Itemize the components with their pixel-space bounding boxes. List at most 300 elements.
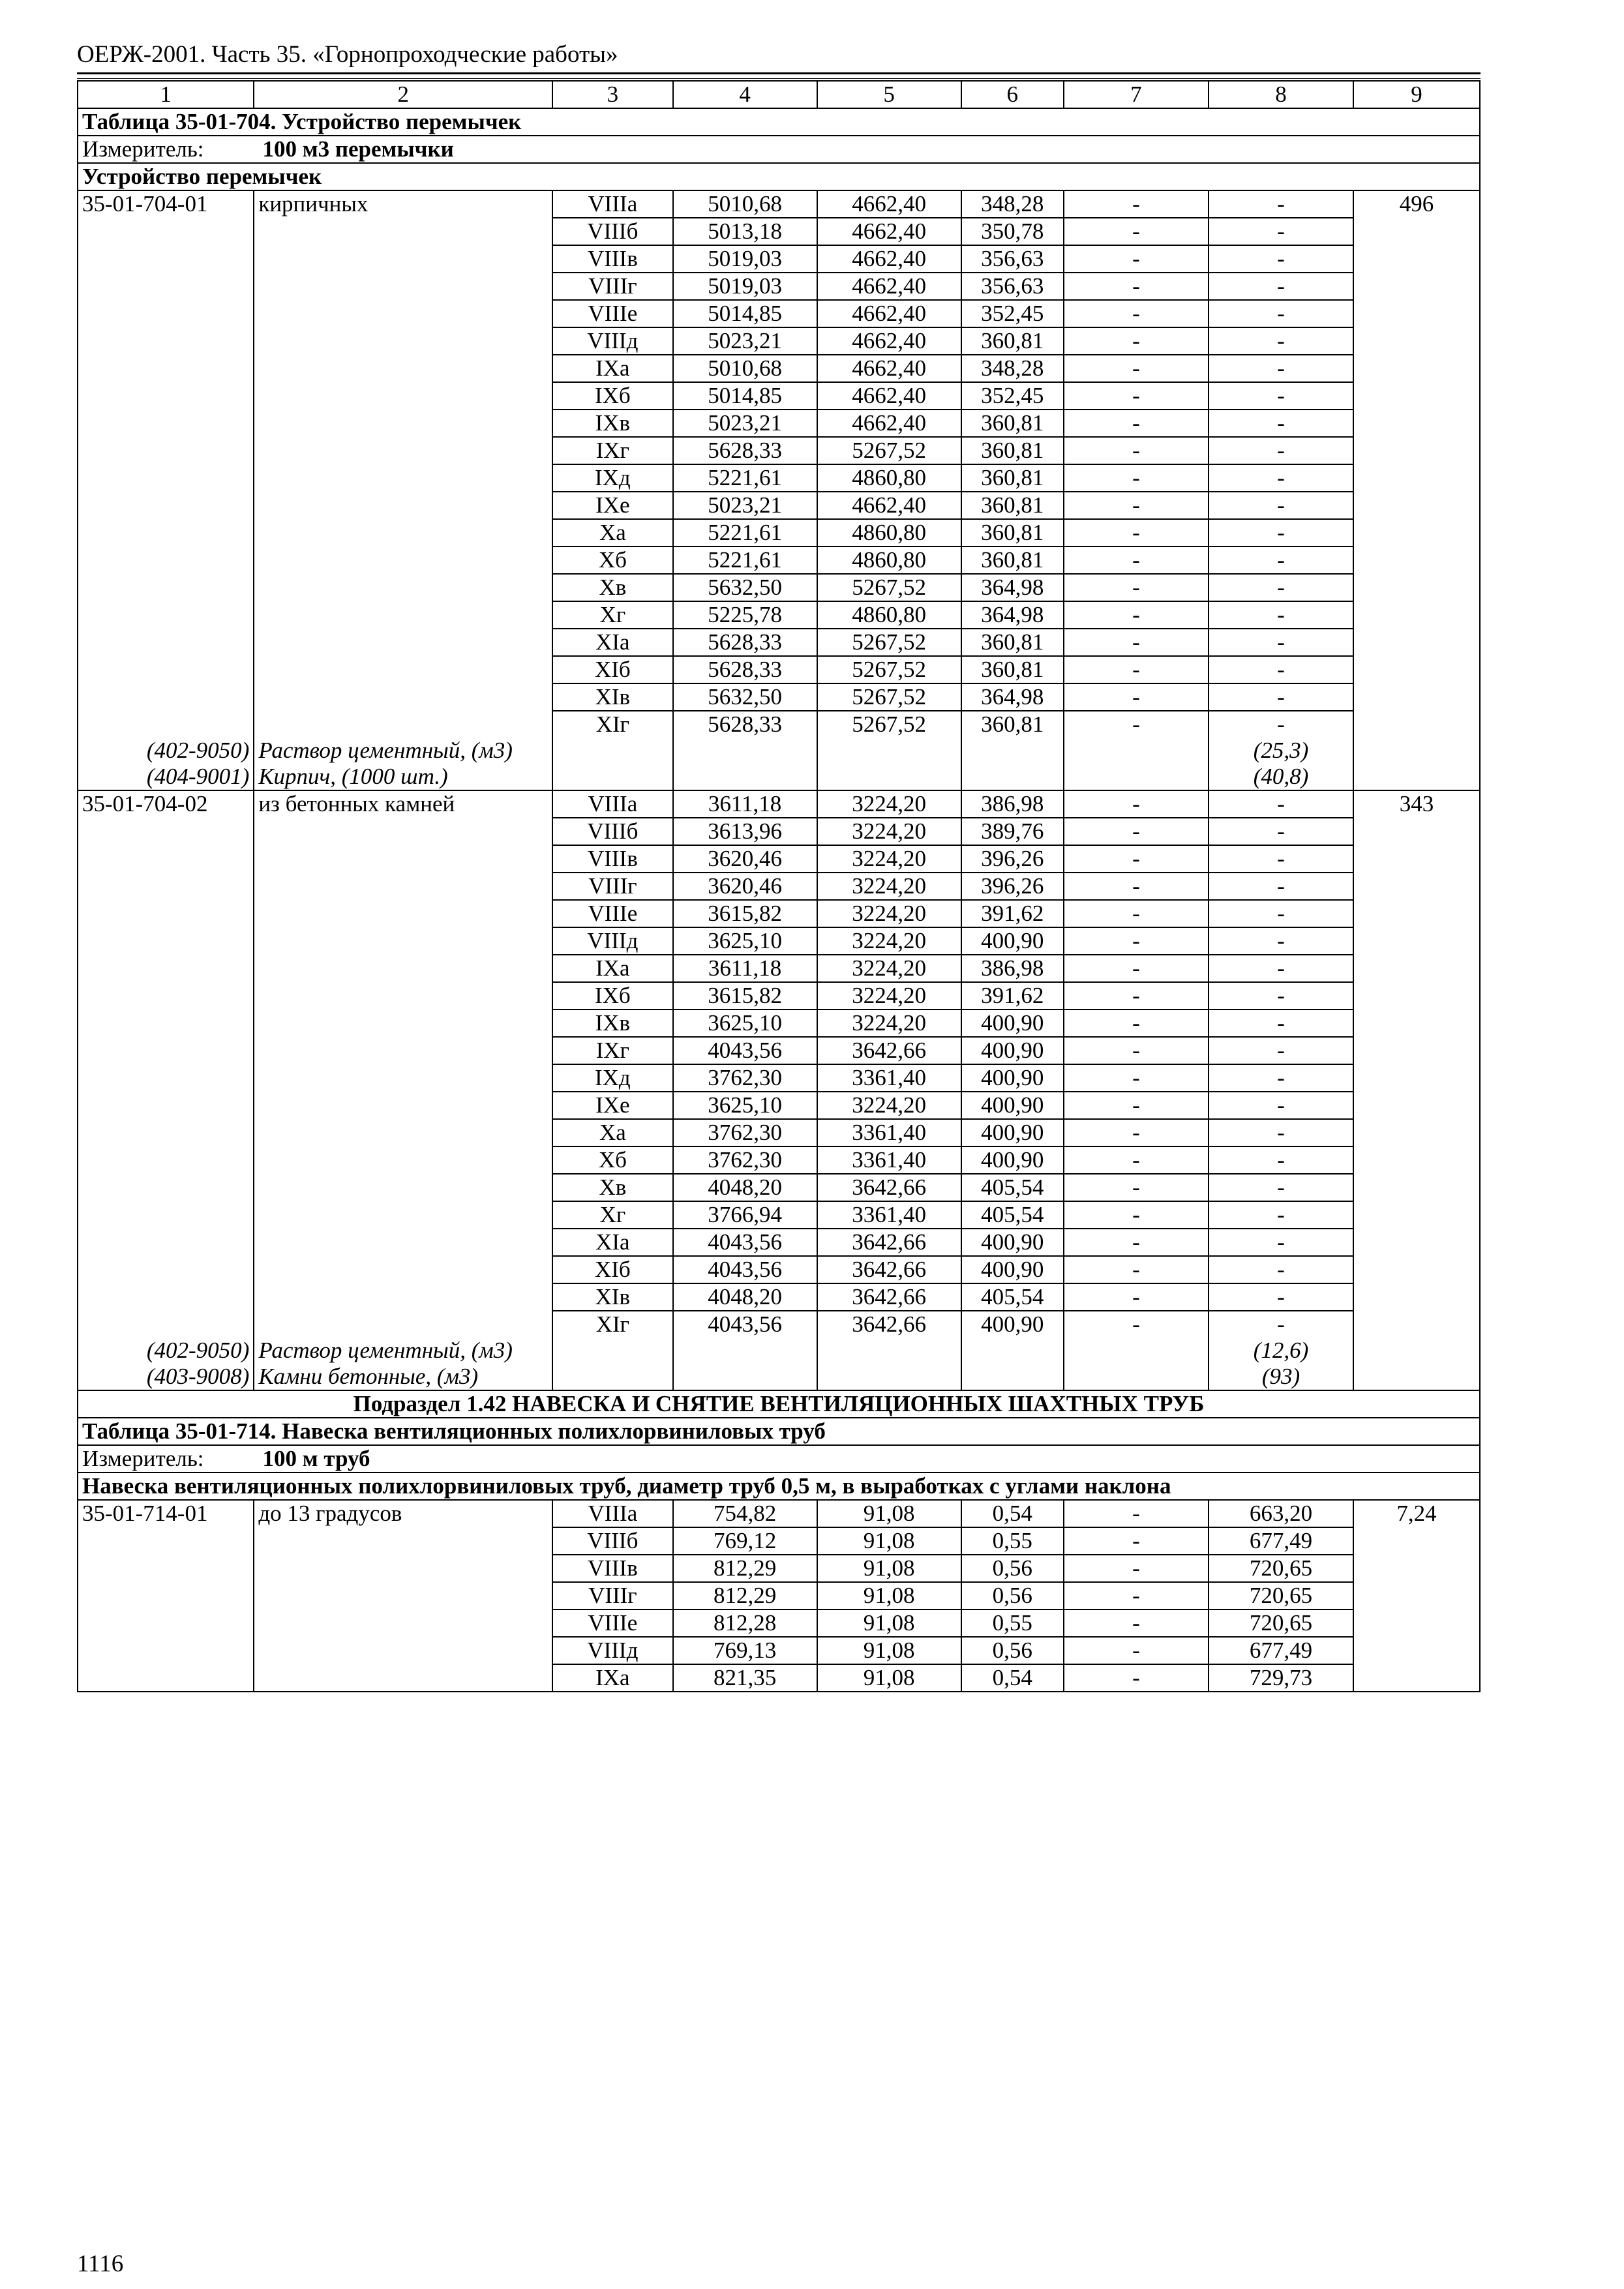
rock-category: IXб <box>552 382 672 410</box>
value-cell: 4662,40 <box>817 492 961 519</box>
resource-row <box>78 1338 1480 1364</box>
table-cell <box>78 382 254 410</box>
table-cell <box>78 601 254 629</box>
value-cell: 4043,56 <box>673 1229 817 1256</box>
table-cell <box>1353 927 1480 955</box>
value-cell: 400,90 <box>961 1256 1064 1283</box>
table-cell <box>254 601 552 629</box>
value-cell: 391,62 <box>961 900 1064 927</box>
value-cell: 663,20 <box>1209 1500 1353 1527</box>
column-number: 4 <box>673 81 817 108</box>
column-number: 2 <box>254 81 552 108</box>
value-cell: 3625,10 <box>673 927 817 955</box>
value-cell: 3224,20 <box>817 982 961 1010</box>
value-cell: 400,90 <box>961 1311 1064 1338</box>
table-cell <box>1353 1037 1480 1064</box>
table-cell <box>254 955 552 982</box>
value-cell: - <box>1209 601 1353 629</box>
table-cell <box>254 1119 552 1146</box>
value-cell: 769,12 <box>673 1527 817 1555</box>
document-header: ОЕРЖ-2001. Часть 35. «Горнопроходческие работы» <box>77 41 618 68</box>
value-cell: 720,65 <box>1209 1582 1353 1609</box>
rock-category: IXа <box>552 1664 672 1692</box>
table-cell <box>254 711 552 738</box>
value-cell: 360,81 <box>961 546 1064 574</box>
value-cell: 3642,66 <box>817 1037 961 1064</box>
value-cell: 4860,80 <box>817 601 961 629</box>
rate-row <box>78 1119 1480 1146</box>
table-cell <box>1353 355 1480 382</box>
table-cell <box>254 1146 552 1174</box>
empty-cell <box>552 1364 672 1390</box>
column-number: 9 <box>1353 81 1480 108</box>
table-cell <box>1353 1119 1480 1146</box>
rock-category: VIIIг <box>552 1582 672 1609</box>
value-cell: - <box>1209 464 1353 492</box>
value-cell: 364,98 <box>961 683 1064 711</box>
column-number: 3 <box>552 81 672 108</box>
table-cell <box>254 1637 552 1664</box>
value-cell: 386,98 <box>961 790 1064 818</box>
value-cell: 4662,40 <box>817 355 961 382</box>
empty-cell <box>552 1338 672 1364</box>
group-heading: Навеска вентиляционных полихлорвиниловых труб, диаметр труб 0,5 м, в выработках с углами наклона <box>78 1473 1480 1500</box>
value-cell: - <box>1064 218 1209 245</box>
table-cell <box>1353 1609 1480 1637</box>
table-cell <box>78 1146 254 1174</box>
table-cell <box>254 873 552 900</box>
rate-row <box>78 327 1480 355</box>
value-cell: 5628,33 <box>673 711 817 738</box>
value-cell: - <box>1064 410 1209 437</box>
table-cell <box>1353 519 1480 546</box>
value-cell: 360,81 <box>961 492 1064 519</box>
rock-category: XIг <box>552 711 672 738</box>
rock-category: XIа <box>552 629 672 656</box>
measure-label: Измеритель: <box>82 1446 204 1471</box>
value-cell: 352,45 <box>961 300 1064 327</box>
value-cell: - <box>1064 437 1209 464</box>
value-cell: 769,13 <box>673 1637 817 1664</box>
rock-category: Xв <box>552 574 672 601</box>
value-cell: 5267,52 <box>817 437 961 464</box>
table-cell <box>254 574 552 601</box>
rate-row <box>78 845 1480 873</box>
table-cell <box>1353 327 1480 355</box>
rock-category: IXв <box>552 410 672 437</box>
value-cell: - <box>1064 1500 1209 1527</box>
value-cell: - <box>1209 382 1353 410</box>
rock-category: VIIIв <box>552 1555 672 1582</box>
rock-category: VIIIб <box>552 818 672 845</box>
table-cell <box>78 1092 254 1119</box>
rock-category: IXг <box>552 1037 672 1064</box>
value-cell: 360,81 <box>961 437 1064 464</box>
value-cell: 5019,03 <box>673 273 817 300</box>
value-cell: 5628,33 <box>673 629 817 656</box>
empty-cell <box>817 1364 961 1390</box>
value-cell: - <box>1064 711 1209 738</box>
value-cell: - <box>1064 546 1209 574</box>
resource-qty: (12,6) <box>1209 1338 1353 1364</box>
rock-category: XIб <box>552 1256 672 1283</box>
value-cell: - <box>1064 519 1209 546</box>
value-cell: - <box>1209 900 1353 927</box>
table-cell <box>254 382 552 410</box>
value-cell: - <box>1209 519 1353 546</box>
table-cell <box>1353 1010 1480 1037</box>
value-cell: - <box>1209 190 1353 218</box>
value-cell: 4662,40 <box>817 218 961 245</box>
rate-row <box>78 711 1480 738</box>
rate-row <box>78 873 1480 900</box>
value-cell: - <box>1064 927 1209 955</box>
table-cell <box>254 1201 552 1229</box>
header-rule-thin <box>77 78 1481 79</box>
table-cell <box>1353 1283 1480 1311</box>
table-cell <box>78 1119 254 1146</box>
value-cell: 405,54 <box>961 1174 1064 1201</box>
table-cell <box>78 327 254 355</box>
table-cell <box>1353 1664 1480 1692</box>
value-cell: 91,08 <box>817 1609 961 1637</box>
value-cell: 360,81 <box>961 519 1064 546</box>
value-cell: 677,49 <box>1209 1527 1353 1555</box>
value-cell: 91,08 <box>817 1500 961 1527</box>
value-cell: 91,08 <box>817 1527 961 1555</box>
table-cell <box>254 1527 552 1555</box>
value-cell: 5013,18 <box>673 218 817 245</box>
table-cell <box>254 355 552 382</box>
rate-row <box>78 900 1480 927</box>
value-cell: 386,98 <box>961 955 1064 982</box>
group-heading: Устройство перемычек <box>78 163 1480 190</box>
rock-category: VIIIд <box>552 1637 672 1664</box>
table-cell <box>254 1037 552 1064</box>
value-cell: - <box>1064 601 1209 629</box>
value-cell: 5225,78 <box>673 601 817 629</box>
rock-category: Xб <box>552 1146 672 1174</box>
rate-row <box>78 245 1480 273</box>
value-cell: 360,81 <box>961 711 1064 738</box>
table-cell <box>254 437 552 464</box>
value-cell: 4662,40 <box>817 327 961 355</box>
value-cell: 3224,20 <box>817 1092 961 1119</box>
rates-table <box>77 80 1481 1692</box>
value-cell: 3766,94 <box>673 1201 817 1229</box>
empty-cell <box>1064 738 1209 764</box>
value-cell: 360,81 <box>961 656 1064 683</box>
value-cell: 389,76 <box>961 818 1064 845</box>
rate-row <box>78 546 1480 574</box>
value-cell: - <box>1064 982 1209 1010</box>
rate-code: 35-01-714-01 <box>78 1500 254 1527</box>
value-cell: 3642,66 <box>817 1229 961 1256</box>
measure-cell <box>78 136 1480 163</box>
table-cell <box>78 927 254 955</box>
table-cell <box>254 1311 552 1338</box>
table-cell <box>78 1201 254 1229</box>
page-number: 1116 <box>77 2251 124 2277</box>
value-cell: 5628,33 <box>673 656 817 683</box>
rock-category: VIIIе <box>552 300 672 327</box>
rate-name: кирпичных <box>254 190 552 218</box>
value-cell: - <box>1064 845 1209 873</box>
value-cell: - <box>1209 327 1353 355</box>
resource-code: (404-9001) <box>78 764 254 790</box>
table-cell <box>1353 300 1480 327</box>
group-heading-row <box>78 163 1480 190</box>
table-cell <box>78 1582 254 1609</box>
value-cell: - <box>1209 410 1353 437</box>
value-cell: 360,81 <box>961 629 1064 656</box>
value-cell: 5014,85 <box>673 382 817 410</box>
resource-name: Раствор цементный, (м3) <box>254 738 552 764</box>
value-cell: 0,55 <box>961 1609 1064 1637</box>
rate-row <box>78 574 1480 601</box>
table-cell <box>254 410 552 437</box>
value-cell: 3224,20 <box>817 900 961 927</box>
resource-qty: (93) <box>1209 1364 1353 1390</box>
value-cell: 4662,40 <box>817 245 961 273</box>
rock-category: VIIIа <box>552 190 672 218</box>
rate-code: 35-01-704-02 <box>78 790 254 818</box>
value-cell: 4860,80 <box>817 519 961 546</box>
table-cell <box>254 1092 552 1119</box>
value-cell: - <box>1064 1555 1209 1582</box>
value-cell: - <box>1064 1119 1209 1146</box>
table-cell <box>254 1174 552 1201</box>
column-number: 7 <box>1064 81 1209 108</box>
table-cell <box>1353 437 1480 464</box>
value-cell: 350,78 <box>961 218 1064 245</box>
rock-category: VIIIб <box>552 218 672 245</box>
table-cell <box>1353 574 1480 601</box>
rate-row <box>78 464 1480 492</box>
table-cell <box>78 711 254 738</box>
value-cell: - <box>1064 873 1209 900</box>
value-cell: 391,62 <box>961 982 1064 1010</box>
rock-category: VIIIв <box>552 245 672 273</box>
value-cell: 3625,10 <box>673 1010 817 1037</box>
value-cell: 360,81 <box>961 327 1064 355</box>
rock-category: VIIIд <box>552 927 672 955</box>
measure-value: 100 м3 перемычки <box>262 136 454 162</box>
rock-category: VIIIг <box>552 273 672 300</box>
empty-cell <box>961 1338 1064 1364</box>
rock-category: XIв <box>552 1283 672 1311</box>
rock-category: Xв <box>552 1174 672 1201</box>
table-cell <box>254 1064 552 1092</box>
table-cell <box>78 245 254 273</box>
value-cell: 91,08 <box>817 1664 961 1692</box>
table-cell <box>78 410 254 437</box>
rock-category: IXг <box>552 437 672 464</box>
table-cell <box>1353 1092 1480 1119</box>
table-cell <box>78 1311 254 1338</box>
table-cell <box>254 1664 552 1692</box>
value-cell: 4048,20 <box>673 1174 817 1201</box>
value-cell: 400,90 <box>961 1146 1064 1174</box>
value-cell: 91,08 <box>817 1555 961 1582</box>
value-cell: - <box>1064 464 1209 492</box>
subsection-heading: Подраздел 1.42 НАВЕСКА И СНЯТИЕ ВЕНТИЛЯЦИОННЫХ ШАХТНЫХ ТРУБ <box>78 1390 1480 1418</box>
rock-category: Xа <box>552 1119 672 1146</box>
rate-row <box>78 300 1480 327</box>
value-cell: - <box>1064 656 1209 683</box>
value-cell: 3762,30 <box>673 1146 817 1174</box>
rock-category: VIIIа <box>552 1500 672 1527</box>
table-cell <box>78 300 254 327</box>
table-title: Таблица 35-01-704. Устройство перемычек <box>78 108 1480 136</box>
value-cell: 3642,66 <box>817 1256 961 1283</box>
value-cell: - <box>1064 1146 1209 1174</box>
resource-code: (402-9050) <box>78 1338 254 1364</box>
table-cell <box>1353 656 1480 683</box>
value-cell: 0,56 <box>961 1555 1064 1582</box>
value-cell: 400,90 <box>961 1092 1064 1119</box>
value-cell: - <box>1064 1201 1209 1229</box>
value-cell: 348,28 <box>961 190 1064 218</box>
value-cell: - <box>1064 1092 1209 1119</box>
measure-label: Измеритель: <box>82 136 204 162</box>
empty-cell <box>673 738 817 764</box>
value-cell: - <box>1209 845 1353 873</box>
value-cell: 0,54 <box>961 1500 1064 1527</box>
table-cell <box>78 437 254 464</box>
value-cell: 400,90 <box>961 1064 1064 1092</box>
rate-row <box>78 1092 1480 1119</box>
value-cell: 729,73 <box>1209 1664 1353 1692</box>
rate-name: из бетонных камней <box>254 790 552 818</box>
table-cell <box>1353 845 1480 873</box>
value-cell: 720,65 <box>1209 1555 1353 1582</box>
value-cell: 3361,40 <box>817 1119 961 1146</box>
empty-cell <box>1064 1338 1209 1364</box>
table-cell <box>254 656 552 683</box>
measure-cell <box>78 1445 1480 1473</box>
labor-value: 343 <box>1353 790 1480 818</box>
value-cell: 396,26 <box>961 845 1064 873</box>
table-cell <box>78 982 254 1010</box>
table-cell <box>78 900 254 927</box>
table-cell <box>254 492 552 519</box>
table-cell <box>254 1256 552 1283</box>
table-cell <box>254 818 552 845</box>
table-cell <box>78 1064 254 1092</box>
value-cell: 3642,66 <box>817 1311 961 1338</box>
rate-row <box>78 1174 1480 1201</box>
rock-category: XIг <box>552 1311 672 1338</box>
value-cell: 3611,18 <box>673 790 817 818</box>
value-cell: 5221,61 <box>673 546 817 574</box>
value-cell: 4860,80 <box>817 546 961 574</box>
table-cell <box>1353 683 1480 711</box>
rock-category: XIа <box>552 1229 672 1256</box>
empty-cell <box>817 764 961 790</box>
value-cell: - <box>1209 629 1353 656</box>
table-cell <box>1353 601 1480 629</box>
rate-row <box>78 656 1480 683</box>
table-cell <box>254 273 552 300</box>
value-cell: 5267,52 <box>817 683 961 711</box>
empty-cell <box>1353 738 1480 764</box>
table-cell <box>1353 1311 1480 1338</box>
rate-row <box>78 818 1480 845</box>
value-cell: 3615,82 <box>673 982 817 1010</box>
value-cell: 821,35 <box>673 1664 817 1692</box>
value-cell: - <box>1064 900 1209 927</box>
value-cell: - <box>1209 711 1353 738</box>
value-cell: - <box>1064 355 1209 382</box>
value-cell: - <box>1064 1064 1209 1092</box>
table-cell <box>78 1010 254 1037</box>
empty-cell <box>673 1364 817 1390</box>
labor-value: 496 <box>1353 190 1480 218</box>
value-cell: 3762,30 <box>673 1064 817 1092</box>
value-cell: - <box>1064 574 1209 601</box>
value-cell: 348,28 <box>961 355 1064 382</box>
rate-row <box>78 1609 1480 1637</box>
table-cell <box>254 900 552 927</box>
column-number: 1 <box>78 81 254 108</box>
value-cell: 3224,20 <box>817 845 961 873</box>
rate-row <box>78 218 1480 245</box>
rate-row <box>78 601 1480 629</box>
resource-row <box>78 764 1480 790</box>
value-cell: 3224,20 <box>817 818 961 845</box>
value-cell: 0,56 <box>961 1637 1064 1664</box>
rock-category: VIIIд <box>552 327 672 355</box>
rate-row <box>78 927 1480 955</box>
value-cell: 5023,21 <box>673 492 817 519</box>
labor-value: 7,24 <box>1353 1500 1480 1527</box>
value-cell: 5267,52 <box>817 574 961 601</box>
table-cell <box>1353 1174 1480 1201</box>
value-cell: - <box>1064 492 1209 519</box>
rock-category: VIIIг <box>552 873 672 900</box>
value-cell: 4662,40 <box>817 190 961 218</box>
rate-row <box>78 683 1480 711</box>
rock-category: VIIIа <box>552 790 672 818</box>
table-cell <box>254 982 552 1010</box>
empty-cell <box>961 738 1064 764</box>
table-cell <box>1353 1064 1480 1092</box>
value-cell: - <box>1209 683 1353 711</box>
value-cell: - <box>1209 818 1353 845</box>
rate-row <box>78 1010 1480 1037</box>
table-cell <box>78 818 254 845</box>
value-cell: 5221,61 <box>673 519 817 546</box>
value-cell: 3642,66 <box>817 1283 961 1311</box>
rock-category: VIIIе <box>552 1609 672 1637</box>
resource-row <box>78 738 1480 764</box>
table-cell <box>78 1527 254 1555</box>
resource-code: (402-9050) <box>78 738 254 764</box>
value-cell: - <box>1209 955 1353 982</box>
value-cell: - <box>1064 327 1209 355</box>
table-cell <box>1353 955 1480 982</box>
rate-row <box>78 492 1480 519</box>
rate-row <box>78 1664 1480 1692</box>
value-cell: - <box>1209 546 1353 574</box>
rate-row <box>78 437 1480 464</box>
value-cell: - <box>1209 1146 1353 1174</box>
table-cell <box>1353 1555 1480 1582</box>
rate-row <box>78 1311 1480 1338</box>
value-cell: - <box>1064 1283 1209 1311</box>
table-cell <box>254 1283 552 1311</box>
